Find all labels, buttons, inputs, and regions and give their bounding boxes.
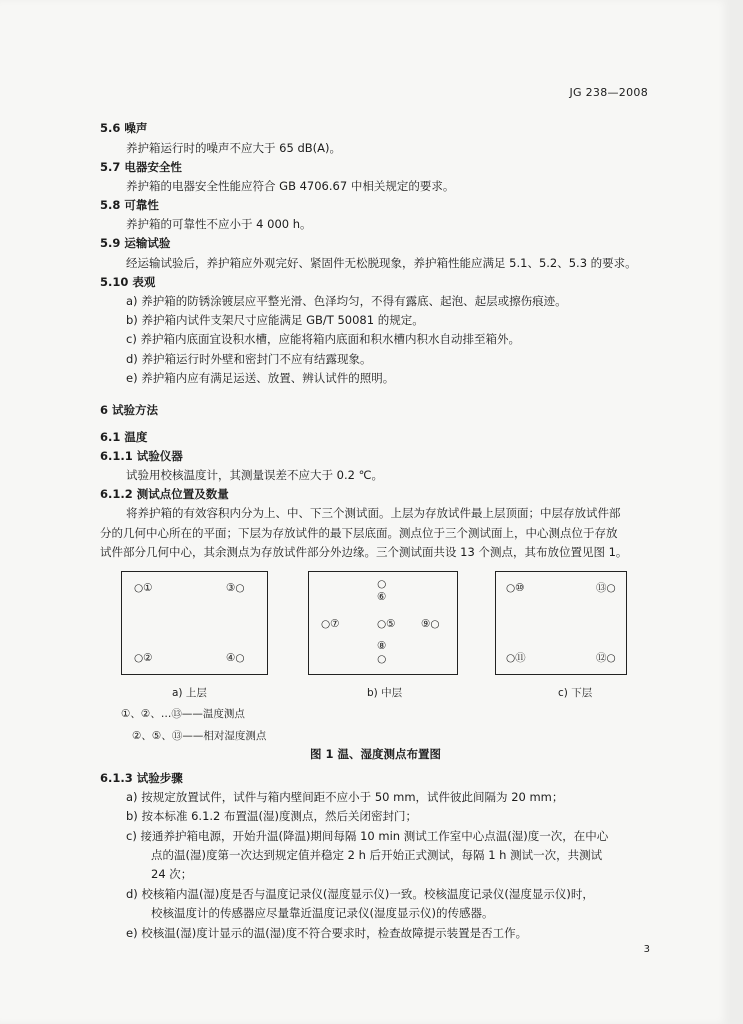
step-e: e) 校核温(湿)度计显示的温(湿)度不符合要求时，检查故障提示装置是否工作。: [126, 926, 528, 940]
figure-legend-humidity: ②、⑤、⑬——相对湿度测点: [132, 730, 267, 742]
figure-panel-middle-layer: [308, 571, 458, 675]
measuring-point-7: ○⑦: [321, 618, 340, 630]
step-c-line-2: 点的温(湿)度第一次达到规定值并稳定 2 h 后开始正式测试，每隔 1 h 测试一次，共测试: [151, 848, 603, 862]
section-6-1-heading: 6.1 温度: [100, 430, 148, 444]
section-5-10-item-c: c) 养护箱内底面宜设积水槽，应能将箱内底面和积水槽内积水自动排至箱外。: [126, 332, 520, 346]
page-number: 3: [643, 944, 650, 955]
panel-label-lower: c) 下层: [558, 687, 593, 699]
section-5-9-text: 经运输试验后，养护箱应外观完好、紧固件无松脱现象，养护箱性能应满足 5.1、5.2、5.3 的要求。: [126, 256, 637, 270]
section-5-9-heading: 5.9 运输试验: [100, 236, 171, 250]
section-5-6-heading: 5.6 噪声: [100, 121, 148, 135]
panel-label-middle: b) 中层: [367, 687, 403, 699]
step-c-line-1: c) 接通养护箱电源，开始升温(降温)期间每隔 10 min 测试工作室中心点温(湿)度一次，在中心: [126, 829, 609, 843]
section-5-8-heading: 5.8 可靠性: [100, 198, 159, 212]
section-6-1-2-paragraph-line-1: 将养护箱的有效容积内分为上、中、下三个测试面。上层为存放试件最上层顶面；中层存放试件部: [126, 506, 621, 520]
section-5-7-heading: 5.7 电器安全性: [100, 160, 182, 174]
step-b: b) 按本标准 6.1.2 布置温(湿)度测点，然后关闭密封门；: [126, 809, 417, 823]
step-c-line-3: 24 次；: [151, 867, 193, 881]
panel-label-upper: a) 上层: [172, 687, 207, 699]
figure-caption: 图 1 温、湿度测点布置图: [310, 747, 442, 761]
step-a: a) 按规定放置试件，试件与箱内壁间距不应小于 50 mm，试件彼此间隔为 20 mm；: [126, 790, 564, 804]
section-5-7-text: 养护箱的电器安全性能应符合 GB 4706.67 中相关规定的要求。: [126, 179, 455, 193]
measuring-point-11: ○⑪: [506, 652, 526, 664]
measuring-point-6: ○ ⑥: [377, 578, 387, 603]
document-number: JG 238—2008: [569, 86, 648, 99]
measuring-point-2: ○②: [134, 652, 153, 664]
section-5-10-item-a: a) 养护箱的防锈涂镀层应平整光滑、色泽均匀，不得有露底、起泡、起层或擦伤痕迹。: [126, 294, 567, 308]
measuring-point-1: ○①: [134, 582, 153, 594]
section-5-10-item-b: b) 养护箱内试件支架尺寸应能满足 GB/T 50081 的规定。: [126, 313, 424, 327]
section-5-10-item-d: d) 养护箱运行时外壁和密封门不应有结露现象。: [126, 352, 372, 366]
section-5-10-heading: 5.10 表观: [100, 275, 156, 289]
section-6-1-1-text: 试验用校核温度计，其测量误差不应大于 0.2 ℃。: [126, 468, 384, 482]
measuring-point-9: ⑨○: [421, 618, 440, 630]
section-6-1-1-heading: 6.1.1 试验仪器: [100, 449, 183, 463]
section-5-6-text: 养护箱运行时的噪声不应大于 65 dB(A)。: [126, 141, 341, 155]
step-d-line-1: d) 校核箱内温(湿)度是否与温度记录仪(湿度显示仪)一致。校核温度记录仪(湿度显示仪)时，: [126, 887, 594, 901]
figure-panel-lower-layer: [495, 571, 627, 675]
section-6-heading: 6 试验方法: [100, 403, 159, 417]
section-6-1-2-heading: 6.1.2 测试点位置及数量: [100, 487, 229, 501]
measuring-point-4: ④○: [226, 652, 245, 664]
measuring-point-12: ⑫○: [596, 652, 616, 664]
measuring-point-13: ⑬○: [596, 582, 616, 594]
figure-legend-temperature: ①、②、…⑬——温度测点: [121, 708, 245, 720]
measuring-point-5: ○⑤: [377, 618, 396, 630]
section-5-8-text: 养护箱的可靠性不应小于 4 000 h。: [126, 217, 312, 231]
section-6-1-2-paragraph-line-3: 试件部分几何中心，其余测点为存放试件部分外边缘。三个测试面共设 13 个测点，其布放位置见图 1。: [100, 545, 628, 559]
measuring-point-8: ⑧ ○: [377, 640, 387, 665]
section-6-1-3-heading: 6.1.3 试验步骤: [100, 771, 183, 785]
measuring-point-10: ○⑩: [506, 582, 525, 594]
step-d-line-2: 校核温度计的传感器应尽量靠近温度记录仪(湿度显示仪)的传感器。: [151, 906, 494, 920]
section-5-10-item-e: e) 养护箱内应有满足运送、放置、辨认试件的照明。: [126, 371, 395, 385]
measuring-point-3: ③○: [226, 582, 245, 594]
section-6-1-2-paragraph-line-2: 分的几何中心所在的平面；下层为存放试件的最下层底面。测点位于三个测试面上，中心测点位于存放: [100, 526, 618, 540]
figure-panel-upper-layer: [121, 571, 268, 675]
